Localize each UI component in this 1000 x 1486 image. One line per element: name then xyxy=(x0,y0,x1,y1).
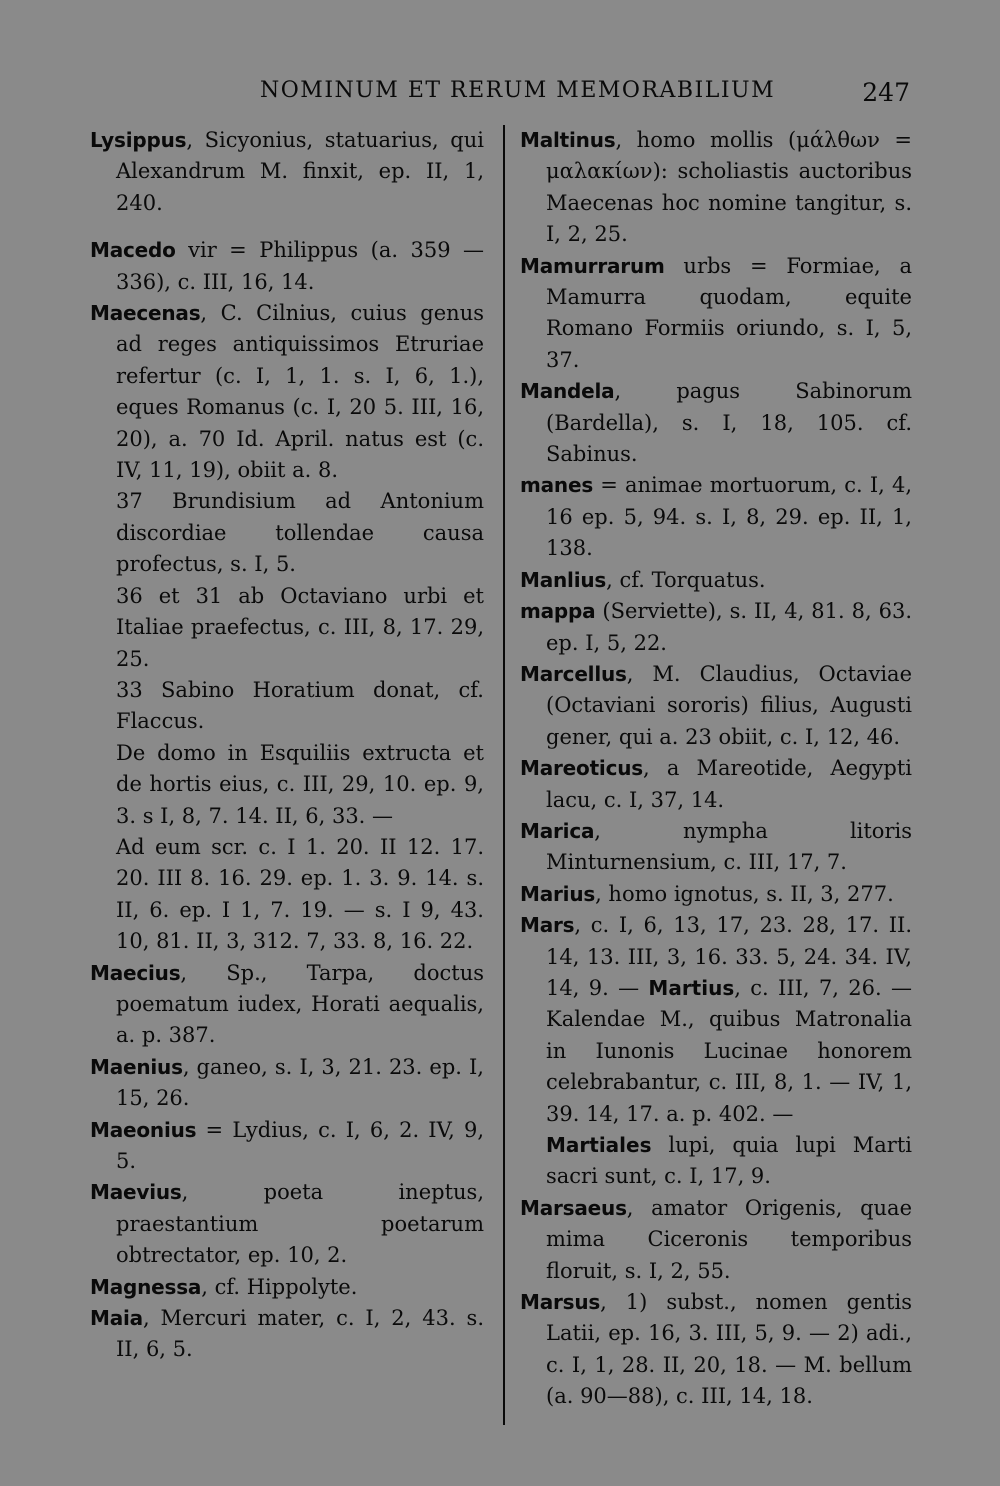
entry-text: , 1) subst., nomen gentis Latii, ep. 16, 3. III, 5, 9. — 2) adi., c. I, 1, 28. II, 20, 18. — M. bellum (a. 90—88), c. III, 14, 18. xyxy=(546,1290,912,1409)
page-header xyxy=(90,78,910,112)
entry-text: lupi, quia lupi Marti sacri sunt, c. I, 17, 9. xyxy=(546,1133,912,1189)
headword: Marius xyxy=(520,881,596,906)
entry-text: , cf. Hippolyte. xyxy=(201,1274,358,1299)
entry-text: (Serviette), s. II, 4, 81. 8, 63. ep. I, 5, 22. xyxy=(546,599,912,655)
headword: Maecenas xyxy=(90,301,201,326)
entry-text: = animae mortuorum, c. I, 4, 16 ep. 5, 94. s. I, 8, 29. ep. II, 1, 138. xyxy=(546,473,912,561)
index-entry-magnessa xyxy=(90,1272,484,1303)
index-entry-lysippus xyxy=(90,125,484,219)
sub-entry: De domo in Esquiliis extructa et de hortis eius, c. III, 29, 10. ep. 9, 3. s I, 8, 7. 14. II, 6, 33. — xyxy=(116,740,484,828)
sub-entry-martiales xyxy=(520,1130,912,1193)
entry-text: , Sp., Tarpa, doctus poematum iudex, Horati aequalis, a. p. 387. xyxy=(116,960,484,1048)
entry-text: , c. I, 6, 13, 17, 23. 28, 17. II. 14, 13. III, 3, 16. 33. 5, 24. 34. IV, 14, 9. — xyxy=(546,913,912,1000)
headword: Maeonius xyxy=(90,1117,197,1142)
entry-text: , ganeo, s. I, 3, 21. 23. ep. I, 15, 26. xyxy=(116,1054,484,1111)
page-number: 247 xyxy=(862,78,910,107)
entry-text: , poeta ineptus, praestantium poetarum obtrectator, ep. 10, 2. xyxy=(116,1180,484,1268)
entry-text: , pagus Sabinorum (Bardella), s. I, 18, 105. cf. Sabinus. xyxy=(546,379,912,467)
index-entry-maia xyxy=(90,1303,484,1366)
entry-text: , homo mollis (μάλθων = μαλακίων): scholiastis auctoribus Maecenas hoc nomine tangitur, s. I, 2, 25. xyxy=(546,128,912,247)
sub-entry: Ad eum scr. c. I 1. 20. II 12. 17. 20. III 8. 16. 29. ep. 1. 3. 9. 14. s. II, 6. ep. I 1, 7. 19. — s. I 9, 43. 10, 81. II, 3, 312. 7, 33. 8, 16. 22. xyxy=(116,834,484,954)
index-entry-marcellus xyxy=(520,659,912,753)
entry-text: , a Mareotide, Aegypti lacu, c. I, 37, 14. xyxy=(546,756,912,812)
headword: Mandela xyxy=(520,379,615,404)
entry-text: , M. Claudius, Octaviae (Octaviani sororis) filius, Augusti gener, qui a. 23 obiit, c. I, 12, 46. xyxy=(546,661,912,749)
headword: manes xyxy=(520,473,594,498)
index-entry-mars xyxy=(520,910,912,1130)
index-entry-marica xyxy=(520,816,912,879)
index-entry-manes xyxy=(520,470,912,564)
headword: Marcellus xyxy=(520,661,627,686)
index-entry-maenius xyxy=(90,1052,484,1115)
headword: Maltinus xyxy=(520,128,616,152)
headword: Mamurrarum xyxy=(520,253,665,278)
sub-entry: 33 Sabino Horatium donat, cf. Flaccus. xyxy=(116,677,484,734)
entry-text: = Lydius, c. I, 6, 2. IV, 9, 5. xyxy=(116,1117,484,1173)
index-entry-marsaeus xyxy=(520,1193,912,1287)
headword: Maenius xyxy=(90,1054,183,1079)
index-entry-marsus xyxy=(520,1287,912,1413)
index-entry-maeonius xyxy=(90,1115,484,1178)
headword: Macedo xyxy=(90,238,176,263)
headword: Mars xyxy=(520,913,575,938)
index-entry-mamurrarum xyxy=(520,251,912,377)
entry-text: vir = Philippus (a. 359 — 336), c. III, 16, 14. xyxy=(116,238,484,294)
headword: Mareoticus xyxy=(520,756,643,781)
headword: Marica xyxy=(520,818,595,843)
headword: Marsus xyxy=(520,1290,601,1315)
headword: Martiales xyxy=(546,1133,652,1157)
index-entry-maevius xyxy=(90,1177,484,1271)
entry-text: , homo ignotus, s. II, 3, 277. xyxy=(595,881,894,906)
right-column xyxy=(520,125,912,1413)
entry-text: urbs = Formiae, a Mamurra quodam, equite Romano Formiis oriundo, s. I, 5, 37. xyxy=(546,253,912,372)
entry-text: , Sicyonius, statuarius, qui Alexandrum M. finxit, ep. II, 1, 240. xyxy=(116,128,484,215)
headword: Maia xyxy=(90,1306,143,1331)
index-entry-mandela xyxy=(520,376,912,470)
headword: Martius xyxy=(648,975,735,1000)
entry-text: , c. III, 7, 26. — Kalendae M., quibus Matronalia in Iunonis Lucinae honorem celebrabantur, c. III, 8, 1. — IV, 1, 39. 14, 17. a. p. 402. — xyxy=(546,975,912,1126)
headword: Manlius xyxy=(520,567,607,592)
left-column xyxy=(90,125,484,1366)
index-entry-maecenas xyxy=(90,298,484,486)
column-divider xyxy=(503,125,505,1425)
index-entry-maltinus xyxy=(520,125,912,251)
headword: Maevius xyxy=(90,1180,182,1205)
headword: Magnessa xyxy=(90,1274,202,1299)
headword: mappa xyxy=(520,599,596,624)
index-entry-mareoticus xyxy=(520,753,912,816)
index-entry-mappa xyxy=(520,596,912,659)
index-entry-manlius xyxy=(520,565,912,596)
headword: Marsaeus xyxy=(520,1195,627,1220)
entry-text: , nympha litoris Minturnensium, c. III, 17, 7. xyxy=(546,818,912,875)
running-title: NOMINUM ET RERUM MEMORABILIUM xyxy=(260,78,776,103)
entry-text: , cf. Torquatus. xyxy=(606,567,766,592)
entry-text: , C. Cilnius, cuius genus ad reges antiquissimos Etruriae refertur (c. I, 1, 1. s. I, 6, 1.), eques Romanus (c. I, 20 5. III, 16, 20), a. 70 Id. April. natus est (c. IV, 11, 19), obiit a. 8. xyxy=(116,301,484,483)
entry-text: , amator Origenis, quae mima Ciceronis temporibus floruit, s. I, 2, 55. xyxy=(546,1195,912,1283)
index-entry-marius xyxy=(520,879,912,910)
sub-entry: 37 Brundisium ad Antonium discordiae tollendae causa profectus, s. I, 5. xyxy=(116,489,484,577)
sub-entry: 36 et 31 ab Octaviano urbi et Italiae praefectus, c. III, 8, 17. 29, 25. xyxy=(116,583,484,671)
entry-text: , Mercuri mater, c. I, 2, 43. s. II, 6, 5. xyxy=(116,1306,484,1362)
index-entry-macedo xyxy=(90,235,484,298)
index-entry-maecius xyxy=(90,958,484,1052)
headword: Lysippus xyxy=(90,128,187,152)
headword: Maecius xyxy=(90,960,181,985)
